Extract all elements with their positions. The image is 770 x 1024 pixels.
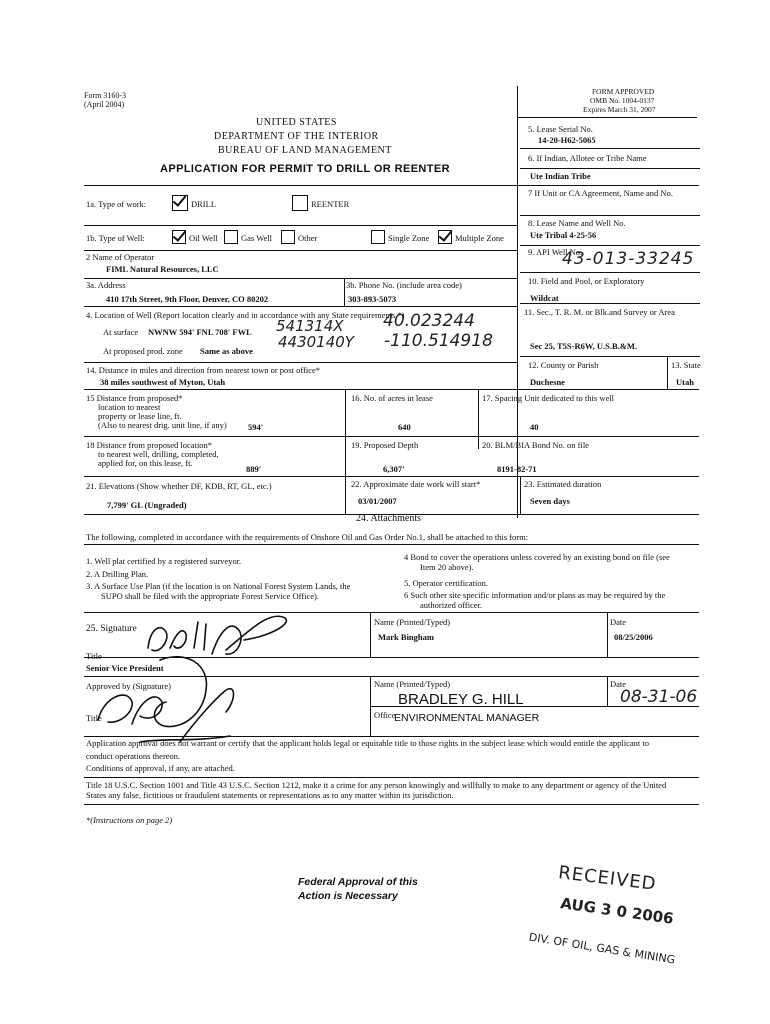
depth-value: 6,307' [383,464,405,474]
federal-approval-line-1: Federal Approval of this [298,876,418,888]
approver-title-label: Title [86,713,102,723]
distance-lease-value: 594' [248,422,264,432]
state-label: 13. State [671,360,701,370]
bond-value: 8191-82-71 [497,464,537,474]
spacing-unit-value: 40 [530,422,539,432]
attachment-item-1: 1. Well plat certified by a registered surveyor. [86,556,242,566]
attachment-item-6a: 6 Such other site specific information and/or plans as may be required by the [404,590,666,600]
title-value: Senior Vice President [86,663,164,673]
distance-lease-label-2: location to nearest [98,402,161,412]
operator-label: 2 Name of Operator [86,252,155,262]
date-label: Date [610,617,627,627]
form-date: (April 2004) [84,100,125,109]
phone-value: 303-893-5073 [348,294,397,304]
distance-well-value: 889' [246,464,262,474]
county-value: Duchesne [530,377,565,387]
handwritten-latitude: 40.023244 [383,311,475,331]
drill-label: DRILL [191,199,217,209]
attachment-item-6b: authorized officer. [420,600,483,610]
location-label: 4. Location of Well (Report location clearly and in accordance with any State requirements.*) [86,310,405,320]
section-survey-value: Sec 25, T5S-R6W, U.S.B.&M. [530,341,637,351]
legal-note-2: States any false, fictitious or fraudulent statements or representations as to any matter within its jurisdiction. [86,790,454,800]
prod-zone-label: At proposed prod. zone [103,346,183,356]
approver-name-label: Name (Printed/Typed) [374,679,451,689]
attachment-item-4b: Item 20 above). [420,562,474,572]
distance-town-value: 38 miles southwest of Myton, Utah [100,377,226,387]
office-label: Office [374,710,396,720]
approver-date-value: 08-31-06 [620,687,698,707]
handwritten-x: 541314X [276,317,344,335]
agency-department: DEPARTMENT OF THE INTERIOR [214,131,379,142]
handwritten-longitude: -110.514918 [384,331,493,351]
address-label: 3a. Address [86,280,126,290]
agency-bureau: BUREAU OF LAND MANAGEMENT [218,145,392,156]
lease-name-value: Ute Tribal 4-25-56 [530,230,597,240]
conditions-note: Conditions of approval, if any, are attached. [86,763,235,773]
bond-label: 20. BLM/BIA Bond No. on file [482,440,589,450]
elevation-label: 21. Elevations (Show whether DF, KDB, RT, GL, etc.) [86,481,272,491]
lease-serial-label: 5. Lease Serial No. [528,124,593,134]
legal-note-1: Title 18 U.S.C. Section 1001 and Title 43 U.S.C. Section 1212, make it a crime for any person knowingly and willfully to make to any department or agency of the United [86,780,667,790]
distance-well-label-1: 18 Distance from proposed location* [86,440,213,450]
attachment-item-2: 2. A Drilling Plan. [86,569,149,579]
surface-value: NWNW 594' FNL 708' FWL [148,327,252,337]
distance-well-label-3: applied for, on this lease, ft. [98,458,193,468]
address-value: 410 17th Street, 9th Floor, Denver, CO 80202 [106,294,269,304]
signature-label: 25. Signature [86,624,137,634]
field-pool-value: Wildcat [530,293,559,303]
tribe-name-value: Ute Indian Tribe [530,171,591,181]
tribe-name-label: 6. If Indian, Allotee or Tribe Name [528,153,647,163]
oil-well-label: Oil Well [189,233,218,243]
lease-name-label: 8. Lease Name and Well No. [528,218,626,228]
unit-agreement-label: 7 If Unit or CA Agreement, Name and No. [528,188,673,198]
signature-scribble [148,616,286,654]
operator-value: FIML Natural Resources, LLC [106,264,219,274]
elevation-value: 7,799' GL (Ungraded) [107,500,187,510]
start-date-label: 22. Approximate date work will start* [351,479,481,489]
attachment-item-3b: SUPO shall be filed with the appropriate Forest Service Office). [101,591,319,601]
phone-label: 3b. Phone No. (include area code) [346,280,462,290]
gas-well-label: Gas Well [241,233,273,243]
distance-lease-label-4: (Also to nearest drig. unit line, if any) [98,420,227,430]
acres-label: 16. No. of acres in lease [351,393,433,403]
type-of-work-label: 1a. Type of work: [86,199,147,209]
duration-value: Seven days [530,496,570,506]
attachment-item-3a: 3. A Surface Use Plan (if the location is on National Forest System Lands, the [86,581,351,591]
title-label: Title [86,651,102,661]
single-zone-label: Single Zone [388,233,430,243]
api-well-value: 43-013-33245 [562,249,695,269]
office-value: ENVIRONMENTAL MANAGER [394,712,540,724]
surface-label: At surface [103,327,139,337]
distance-lease-label-1: 15 Distance from proposed* [86,393,183,403]
distance-town-label: 14. Distance in miles and direction from nearest town or post office* [86,365,321,375]
reenter-label: REENTER [311,199,350,209]
api-well-label: 9. API Well No. [528,247,583,257]
received-date-stamp: AUG 3 0 2006 [559,894,675,928]
other-well-label: Other [298,233,318,243]
division-stamp: DIV. OF OIL, GAS & MINING [527,930,676,967]
state-value: Utah [676,377,694,387]
attachments-heading: 24. Attachments [356,513,421,524]
approved-by-label: Approved by (Signature) [86,681,171,691]
duration-label: 23. Estimated duration [524,479,602,489]
attachment-item-5: 5. Operator certification. [404,578,489,588]
form-number: Form 3160-3 [84,91,126,100]
spacing-unit-label: 17. Spacing Unit dedicated to this well [482,393,614,403]
name-value: Mark Bingham [378,632,434,642]
approval-note-1: Application approval does not warrant or certify that the applicant holds legal or equitable title to those rights in the subject lease which would entitle the applicant to [86,738,649,748]
distance-well-label-2: to nearest well, drilling, completed, [98,449,219,459]
approval-line-1: FORM APPROVED [592,87,655,96]
distance-lease-label-3: property or lease line, ft. [98,411,182,421]
depth-label: 19. Proposed Depth [351,440,419,450]
name-label: Name (Printed/Typed) [374,617,451,627]
instructions-note: *(Instructions on page 2) [86,815,173,825]
approver-date-label: Date [610,679,627,689]
agency-country: UNITED STATES [256,117,337,128]
received-stamp: RECEIVED [557,862,658,895]
form-title: APPLICATION FOR PERMIT TO DRILL OR REENTER [160,163,450,175]
field-pool-label: 10. Field and Pool, or Exploratory [528,276,645,286]
attachments-intro: The following, completed in accordance with the requirements of Onshore Oil and Gas Order No.1, shall be attached to this form: [86,532,529,542]
approval-line-3: Expires March 31, 2007 [583,105,656,114]
lease-serial-value: 14-20-H62-5065 [538,135,596,145]
handwritten-y: 4430140Y [278,333,354,351]
prod-zone-value: Same as above [200,346,253,356]
approver-name-value: BRADLEY G. HILL [398,691,524,708]
type-of-well-label: 1b. Type of Well: [86,233,145,243]
section-survey-label: 11. Sec., T. R. M. or Blk.and Survey or Area [524,307,675,317]
start-date-value: 03/01/2007 [358,496,397,506]
county-label: 12. County or Parish [528,360,599,370]
multiple-zone-label: Multiple Zone [455,233,504,243]
date-value: 08/25/2006 [614,632,653,642]
federal-approval-line-2: Action is Necessary [298,890,398,902]
approval-note-2: conduct operations thereon. [86,751,181,761]
approval-line-2: OMB No. 1004-0137 [590,96,655,105]
attachment-item-4a: 4 Bond to cover the operations unless covered by an existing bond on file (see [404,552,670,562]
acres-value: 640 [398,422,411,432]
approver-signature-scribble [98,657,234,742]
